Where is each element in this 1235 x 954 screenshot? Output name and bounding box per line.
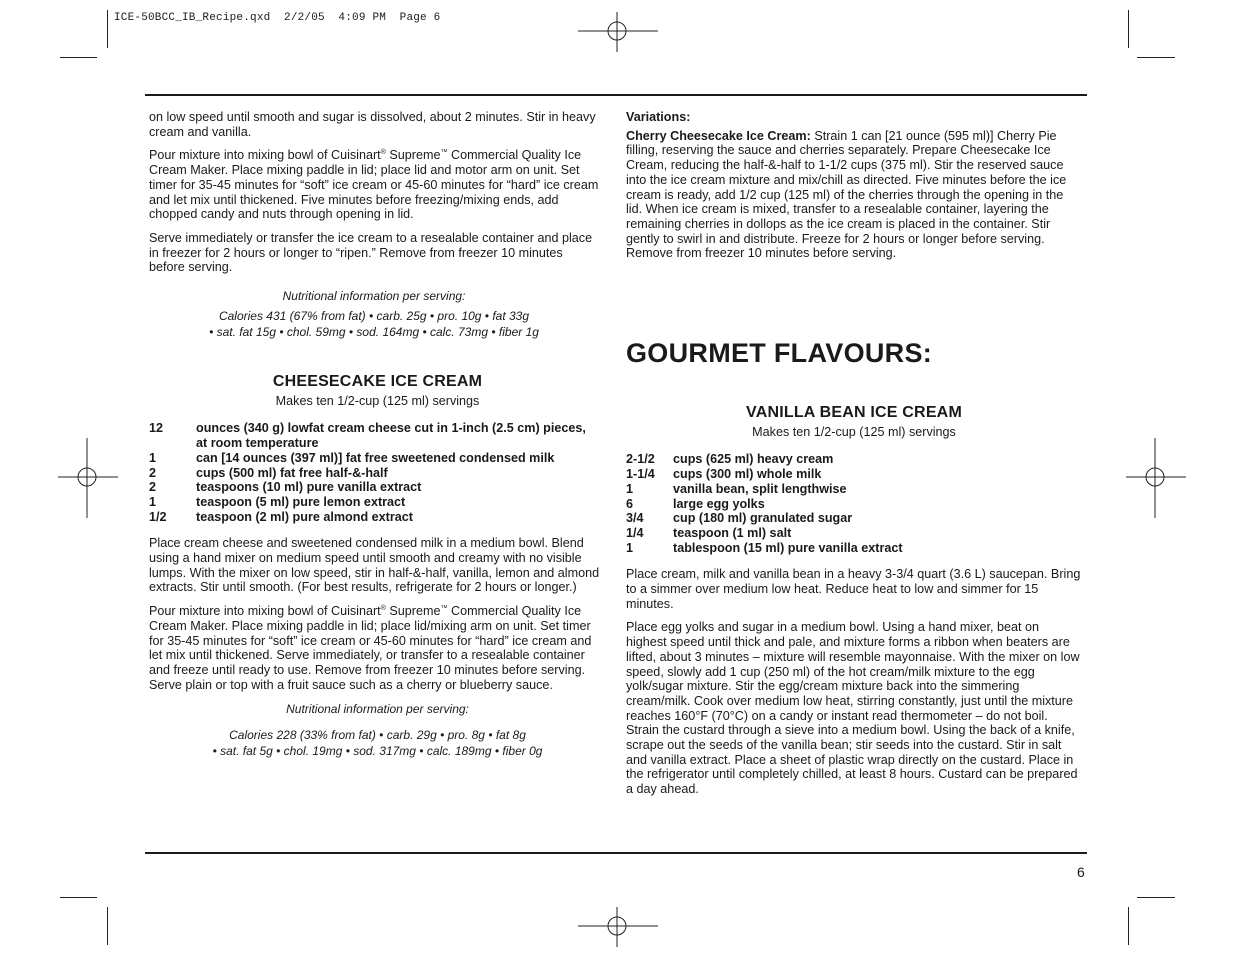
cheesecake-recipe xyxy=(149,375,606,759)
ingredient-quantity: 1 xyxy=(626,481,634,496)
ingredient-row xyxy=(626,526,903,541)
crop-mark xyxy=(107,10,108,48)
ingredient-text: teaspoons (10 ml) pure vanilla extract xyxy=(196,480,422,495)
recipe-title: VANILLA BEAN ICE CREAM xyxy=(746,404,962,421)
ingredient-text: tablespoon (15 ml) pure vanilla extract xyxy=(673,540,903,555)
ingredient-quantity: 1 xyxy=(626,540,634,555)
crop-mark xyxy=(1137,57,1175,58)
variation-title: Cherry Cheesecake Ice Cream: xyxy=(626,128,811,143)
ingredient-text: teaspoon (5 ml) pure lemon extract xyxy=(196,494,406,509)
recipe-title: CHEESECAKE ICE CREAM xyxy=(272,373,483,391)
left-column xyxy=(149,110,599,759)
ingredient-quantity: 2-1/2 xyxy=(626,452,655,467)
crop-mark xyxy=(1128,907,1129,945)
nutrition-line: Calories 228 (33% from fat) • carb. 29g • pro. 8g • fat 8g xyxy=(229,728,526,743)
ingredient-row xyxy=(626,541,903,556)
ingredient-quantity: 1-1/4 xyxy=(626,467,655,482)
vanilla-recipe xyxy=(626,406,1082,806)
crop-mark xyxy=(60,897,97,898)
ingredient-quantity: 6 xyxy=(626,496,634,511)
ingredient-text: ounces (340 g) lowfat cream cheese cut in 1-inch (2.5 cm) pieces, at room temperature xyxy=(196,421,586,451)
registration-mark-icon xyxy=(1126,438,1186,518)
crop-mark xyxy=(60,57,97,58)
method-paragraph: Place cream, milk and vanilla bean in a heavy 3-3/4 quart (3.6 L) saucepan. Bring to a simmer over medium low heat. Reduce heat to low and simmer for 15 minutes. xyxy=(626,567,1081,611)
nutrition-block xyxy=(149,288,599,340)
ingredient-row xyxy=(149,421,589,450)
ingredient-row xyxy=(149,480,589,495)
variation-paragraph: Cherry Cheesecake Ice Cream: Strain 1 can [21 ounce (595 ml)] Cherry Pie filling, reserving the sauce and cherries separately. Prepare Cheesecake Ice Cream, reducing the half-&-half to 1-1/2 cups (375 ml). Stir the reserved sauce into the ice cream mixture and mix/chill as directed. Five minutes before the ice cream is ready, add 1/2 cup (125 ml) of the cherries through the opening in the lid. When ice cream is mixed, transfer to a resealable container, layering the remaining cherries in dollops as the ice cream is placed in the container. Stir gently to swirl in and distribute. Freeze for 2 hours or longer before serving. Remove from freezer 10 minutes before serving. xyxy=(626,128,1067,261)
nutrition-label: Nutritional information per serving: xyxy=(286,702,469,717)
ingredient-row xyxy=(149,451,589,466)
serve-paragraph: Serve immediately or transfer the ice cream to a resealable container and place in freezer for 2 hours or longer to “ripen.” Remove from freezer 10 minutes before serving. xyxy=(149,230,593,275)
ingredient-row xyxy=(149,495,589,510)
nutrition-line: Calories 431 (67% from fat) • carb. 25g • pro. 10g • fat 33g xyxy=(218,309,530,324)
intro-paragraph: on low speed until smooth and sugar is dissolved, about 2 minutes. Stir in heavy cream and vanilla. xyxy=(149,110,596,139)
page-number: 6 xyxy=(1077,864,1085,880)
ingredient-quantity: 1/4 xyxy=(626,525,644,540)
ingredient-row xyxy=(626,452,903,467)
crop-mark xyxy=(107,907,108,945)
top-rule xyxy=(145,94,1087,96)
method-paragraph: Place egg yolks and sugar in a medium bowl. Using a hand mixer, beat on highest speed until thick and pale, and mixture forms a ribbon when beaters are lifted, about 3 minutes – mixture will resemble mayonnaise. With the mixer on low speed, slowly add 1 cup (250 ml) of the hot cream/milk mixture to the egg yolk/sugar mixture. Stir the egg/cream mixture back into the simmering cream/milk. Cook over medium low heat, stirring constantly, just until the mixture reaches 160°F (70°C) on a candy or instant read thermometer – do not boil. Strain the custard through a sieve into a medium bowl. Using the back of a knife, scrape out the seeds of the vanilla bean; stir seeds into the custard. Stir in salt and vanilla extract. Place a sheet of plastic wrap directly on the custard. Place in the refrigerator until completely chilled, at least 8 hours. Custard can be prepared a day ahead. xyxy=(626,620,1080,797)
ingredient-text: cups (625 ml) heavy cream xyxy=(673,452,834,467)
instructions-paragraph: Pour mixture into mixing bowl of Cuisinart® Supreme™ Commercial Quality Ice Cream Maker. Place mixing paddle in lid; place lid and motor arm on unit. Set timer for 35-45 minutes for “soft” ice cream or 45-60 minutes for “hard” ice cream and let mix until thickened. Five minutes before freezing/mixing ends, add chopped candy and nuts through opening in lid. xyxy=(149,148,599,222)
ingredient-text: large egg yolks xyxy=(673,496,765,511)
method-paragraph: Place cream cheese and sweetened condensed milk in a medium bowl. Blend using a hand mixer on medium speed until smooth and creamy with no visible lumps. With the mixer on low speed, stir in half-&-half, vanilla, lemon and almond extracts. Stir until smooth. (For best results, refrigerate for 2 hours or longer.) xyxy=(149,536,600,595)
registration-mark-icon xyxy=(578,12,658,52)
recipe-yield: Makes ten 1/2-cup (125 ml) servings xyxy=(275,393,480,408)
registration-mark-icon xyxy=(578,907,658,947)
method-paragraph: Pour mixture into mixing bowl of Cuisinart® Supreme™ Commercial Quality Ice Cream Maker. Place mixing paddle in lid; place lid/mixing arm on unit. Set timer for 35-45 minutes for “soft” ice cream or 45-60 minutes for “hard” ice cream and let mix until thickened. Serve immediately, or transfer to a resealable container and freeze until ready to use. Remove from freezer 10 minutes before serving. Serve plain or top with a fruit sauce such as a cherry or blueberry sauce. xyxy=(149,604,592,692)
crop-mark xyxy=(1128,10,1129,48)
section-title: GOURMET FLAVOURS: xyxy=(626,338,933,368)
bottom-rule xyxy=(145,852,1087,854)
ingredient-quantity: 2 xyxy=(149,480,157,495)
ingredient-text: teaspoon (1 ml) salt xyxy=(673,525,792,540)
ingredient-quantity: 12 xyxy=(149,421,164,436)
ingredient-row xyxy=(626,511,903,526)
ingredient-text: cups (500 ml) fat free half-&-half xyxy=(196,465,388,480)
ingredient-list xyxy=(149,421,589,524)
ingredient-quantity: 1 xyxy=(149,450,157,465)
print-slug: ICE-50BCC_IB_Recipe.qxd 2/2/05 4:09 PM Page 6 xyxy=(114,12,441,24)
right-column xyxy=(626,110,1082,270)
ingredient-text: teaspoon (2 ml) pure almond extract xyxy=(196,509,413,524)
ingredient-text: cups (300 ml) whole milk xyxy=(673,467,822,482)
ingredient-row xyxy=(149,510,589,525)
ingredient-quantity: 1 xyxy=(149,494,157,509)
registration-mark-icon xyxy=(58,438,118,518)
ingredient-quantity: 3/4 xyxy=(626,511,644,526)
ingredient-quantity: 1/2 xyxy=(149,509,167,524)
nutrition-label: Nutritional information per serving: xyxy=(282,289,466,304)
ingredient-text: cup (180 ml) granulated sugar xyxy=(673,511,853,526)
crop-mark xyxy=(1137,897,1175,898)
ingredient-quantity: 2 xyxy=(149,465,157,480)
nutrition-line: • sat. fat 5g • chol. 19mg • sod. 317mg • calc. 189mg • fiber 0g xyxy=(212,744,543,759)
ingredient-row xyxy=(626,467,903,482)
ingredient-row xyxy=(626,482,903,497)
variations-label: Variations: xyxy=(626,110,691,124)
ingredient-row xyxy=(149,466,589,481)
ingredient-text: vanilla bean, split lengthwise xyxy=(673,481,847,496)
ingredient-text: can [14 ounces (397 ml)] fat free sweetened condensed milk xyxy=(196,450,555,465)
nutrition-block xyxy=(149,701,606,759)
ingredient-row xyxy=(626,497,903,512)
nutrition-line: • sat. fat 15g • chol. 59mg • sod. 164mg • calc. 73mg • fiber 1g xyxy=(209,325,539,340)
ingredient-list xyxy=(626,452,903,555)
recipe-yield: Makes ten 1/2-cup (125 ml) servings xyxy=(752,424,956,439)
